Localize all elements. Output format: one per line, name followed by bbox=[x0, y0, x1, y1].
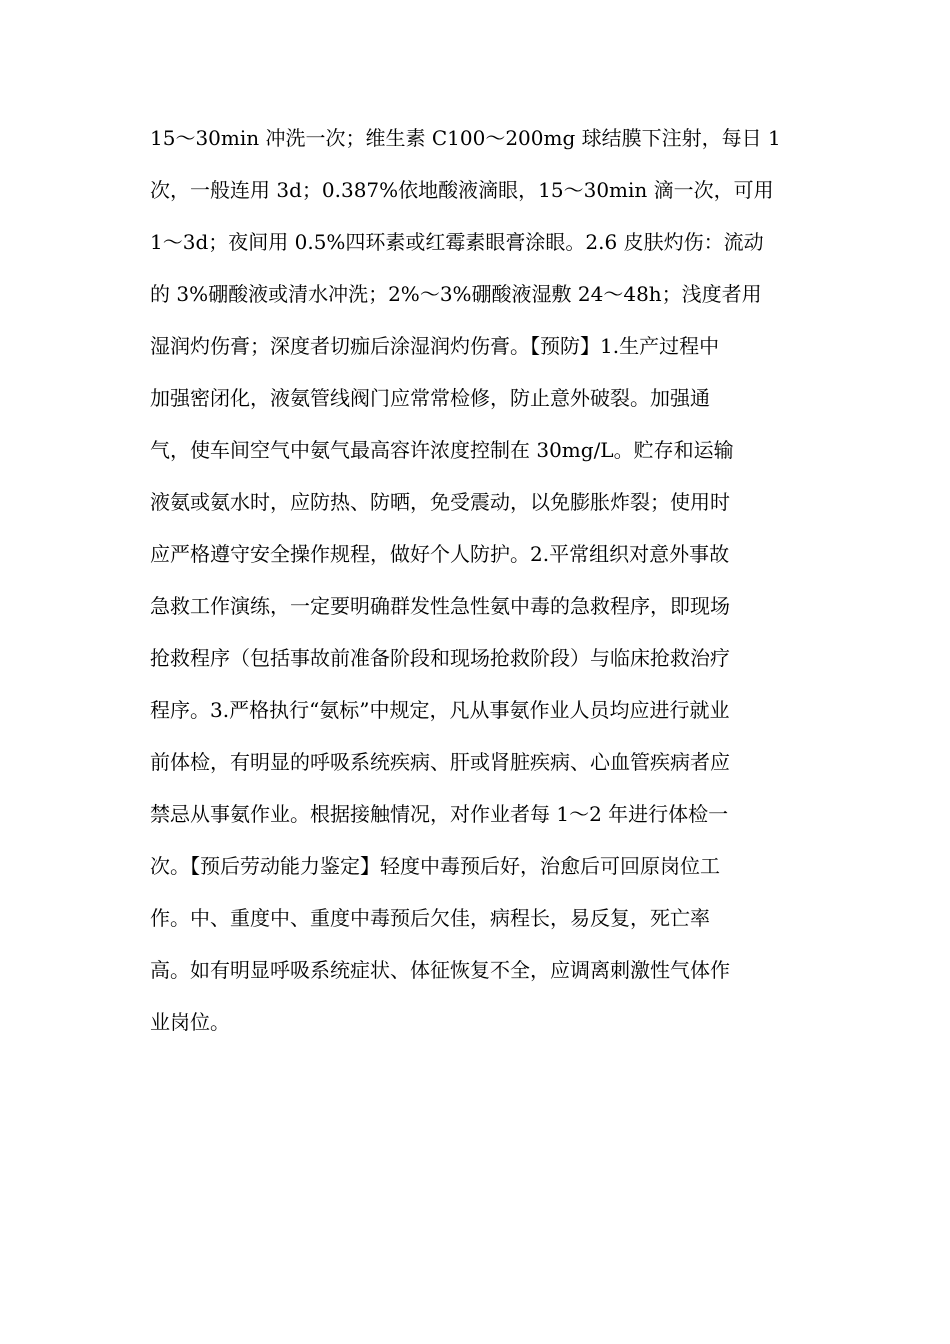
text-line: 次。【预后劳动能力鉴定】轻度中毒预后好，治愈后可回原岗位工 bbox=[150, 854, 720, 878]
text-line: 高。如有明显呼吸系统症状、体征恢复不全，应调离刺激性气体作 bbox=[150, 958, 730, 982]
text-line: 15～30min 冲洗一次；维生素 C100～200mg 球结膜下注射，每日 1 bbox=[150, 126, 781, 150]
text-line: 液氨或氨水时，应防热、防晒，免受震动，以免膨胀炸裂；使用时 bbox=[150, 490, 730, 514]
text-line: 气，使车间空气中氨气最高容许浓度控制在 30mg/L。贮存和运输 bbox=[150, 438, 734, 462]
text-line: 湿润灼伤膏；深度者切痂后涂湿润灼伤膏。【预防】1.生产过程中 bbox=[150, 334, 720, 358]
text-line: 急救工作演练，一定要明确群发性急性氨中毒的急救程序，即现场 bbox=[150, 594, 730, 618]
text-line: 的 3%硼酸液或清水冲洗；2%～3%硼酸液湿敷 24～48h；浅度者用 bbox=[150, 282, 762, 306]
text-line: 抢救程序（包括事故前准备阶段和现场抢救阶段）与临床抢救治疗 bbox=[150, 646, 730, 670]
text-line: 禁忌从事氨作业。根据接触情况，对作业者每 1～2 年进行体检一 bbox=[150, 802, 729, 826]
text-line: 业岗位。 bbox=[150, 1010, 230, 1034]
text-line: 作。中、重度中、重度中毒预后欠佳，病程长，易反复，死亡率 bbox=[150, 906, 710, 930]
text-line: 1～3d；夜间用 0.5%四环素或红霉素眼膏涂眼。2.6 皮肤灼伤：流动 bbox=[150, 230, 764, 254]
text-line: 应严格遵守安全操作规程，做好个人防护。2.平常组织对意外事故 bbox=[150, 542, 730, 566]
body-text bbox=[150, 116, 810, 1052]
text-line: 次，一般连用 3d；0.387%依地酸液滴眼，15～30min 滴一次，可用 bbox=[150, 178, 774, 202]
text-line: 前体检，有明显的呼吸系统疾病、肝或肾脏疾病、心血管疾病者应 bbox=[150, 750, 730, 774]
text-line: 程序。3.严格执行“氨标”中规定，凡从事氨作业人员均应进行就业 bbox=[150, 698, 730, 722]
text-line: 加强密闭化，液氨管线阀门应常常检修，防止意外破裂。加强通 bbox=[150, 386, 710, 410]
